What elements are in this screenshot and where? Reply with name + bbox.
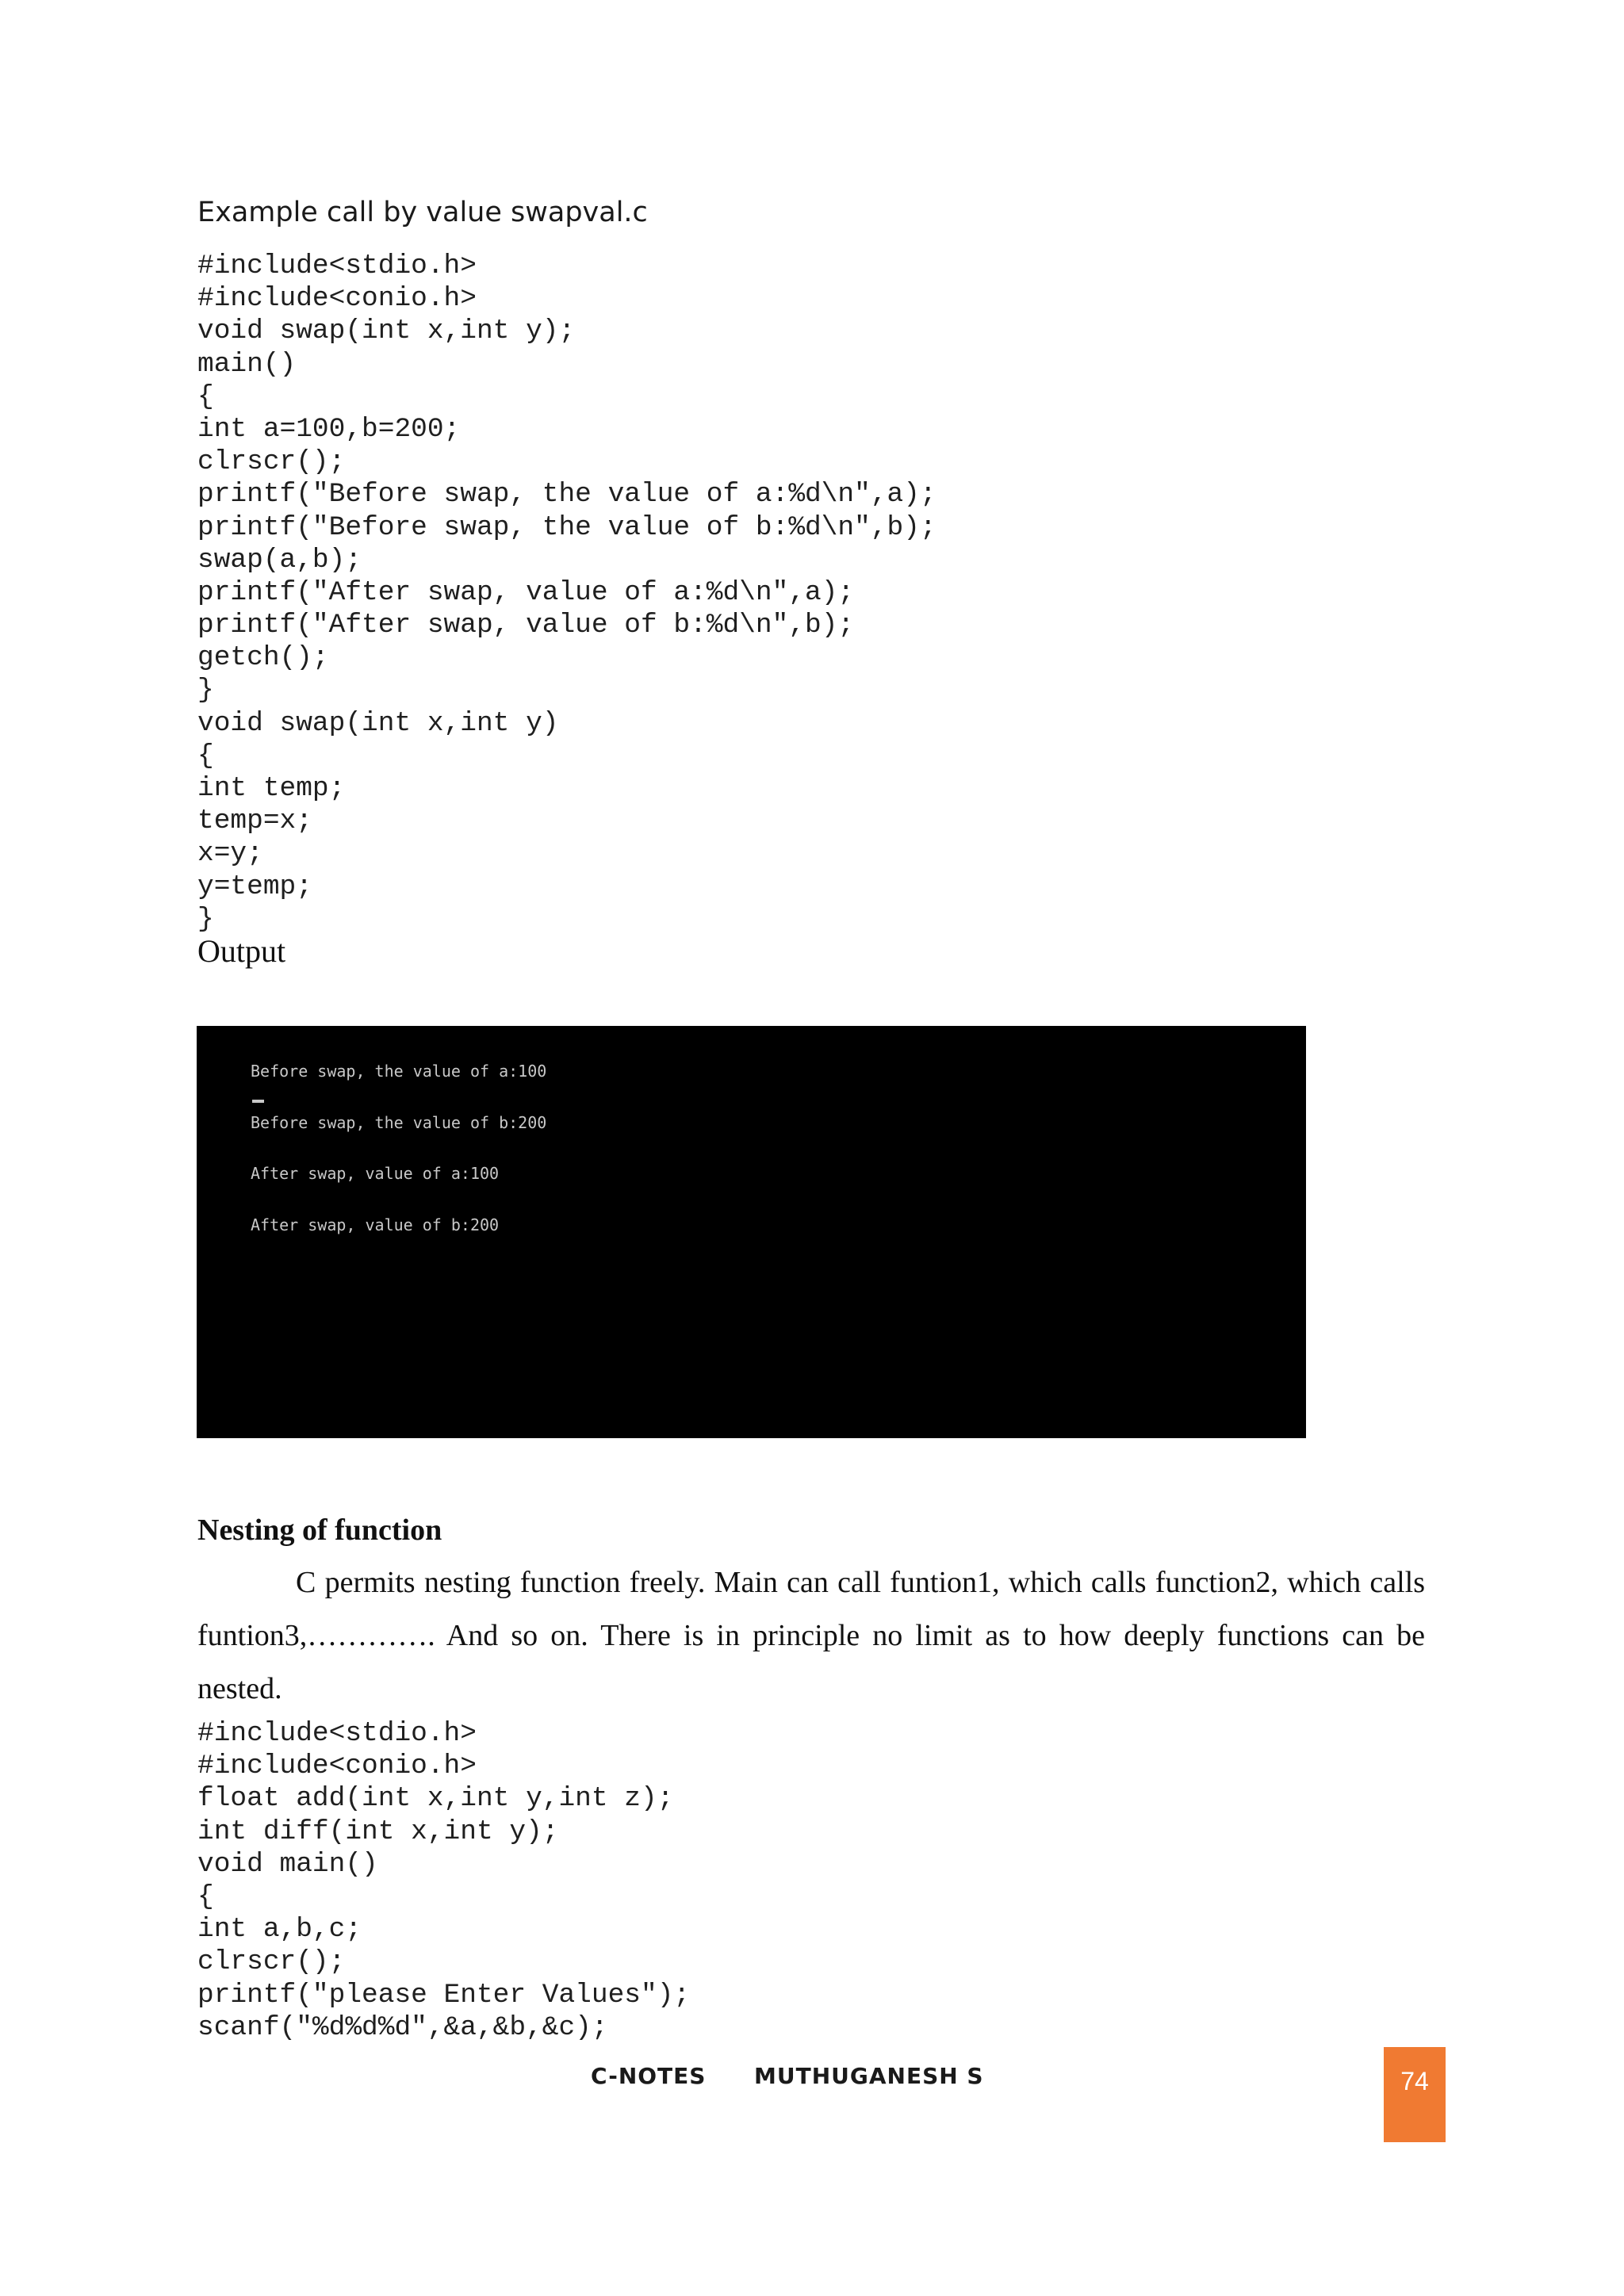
console-cursor (252, 1100, 264, 1103)
code-line: float add(int x,int y,int z); (197, 1783, 674, 1815)
code-line: temp=x; (197, 806, 312, 837)
paragraph-line (197, 1556, 1425, 1609)
example-heading: Example call by value swapval.c (197, 197, 648, 228)
code-line: printf("After swap, value of b:%d\n",b); (197, 610, 855, 641)
output-label: Output (197, 933, 286, 969)
console-output-screenshot (197, 1026, 1306, 1438)
code-line: } (197, 675, 214, 706)
code-line: { (197, 1881, 214, 1912)
console-lines (251, 1029, 546, 1268)
code-line: { (197, 740, 214, 771)
paragraph-line: nested. (197, 1672, 282, 1705)
code-line: clrscr(); (197, 1946, 346, 1978)
code-line: void swap(int x,int y) (197, 707, 559, 739)
code-block-swapval (197, 250, 936, 936)
console-line: After swap, value of a:100 (251, 1164, 500, 1183)
code-line: int a,b,c; (197, 1914, 362, 1946)
code-line: int diff(int x,int y); (197, 1816, 559, 1847)
code-line: int a=100,b=200; (197, 413, 461, 445)
code-line: getch(); (197, 642, 329, 674)
code-line: void main() (197, 1848, 378, 1880)
paragraph-text: C permits nesting function freely. Main can call funtion1, which calls function2, which calls (296, 1566, 1425, 1599)
code-line: main() (197, 348, 297, 380)
code-line: int temp; (197, 773, 346, 804)
code-line: #include<stdio.h> (197, 251, 477, 281)
code-line: void swap(int x,int y); (197, 316, 576, 347)
footer-title: C-NOTES (591, 2063, 707, 2089)
code-line: #include<conio.h> (197, 283, 477, 315)
code-line: } (197, 903, 214, 935)
code-line: clrscr(); (197, 446, 346, 478)
footer-author: MUTHUGANESH S (754, 2063, 984, 2089)
section-heading: Nesting of function (197, 1513, 442, 1547)
page-number-badge: 74 (1384, 2047, 1446, 2142)
code-line: printf("Before swap, the value of b:%d\n",b); (197, 511, 936, 543)
code-line: scanf("%d%d%d",&a,&b,&c); (197, 2011, 608, 2043)
code-line: y=temp; (197, 871, 312, 902)
code-line: #include<conio.h> (197, 1751, 477, 1782)
code-line: x=y; (197, 838, 263, 870)
console-line: Before swap, the value of b:200 (251, 1112, 547, 1132)
console-line: After swap, value of b:200 (251, 1215, 500, 1234)
paragraph-line: funtion3,…………. And so on. There is in principle no limit as to how deeply functions can be (197, 1619, 1425, 1652)
code-line: printf("please Enter Values"); (197, 1979, 691, 2011)
code-block-nesting (197, 1717, 690, 2044)
code-line: { (197, 381, 214, 412)
code-line: #include<stdio.h> (197, 1718, 477, 1749)
code-line: printf("Before swap, the value of a:%d\n",a); (197, 479, 936, 511)
code-line: swap(a,b); (197, 544, 362, 576)
console-line: Before swap, the value of a:100 (251, 1062, 547, 1081)
code-line: printf("After swap, value of a:%d\n",a); (197, 576, 855, 608)
